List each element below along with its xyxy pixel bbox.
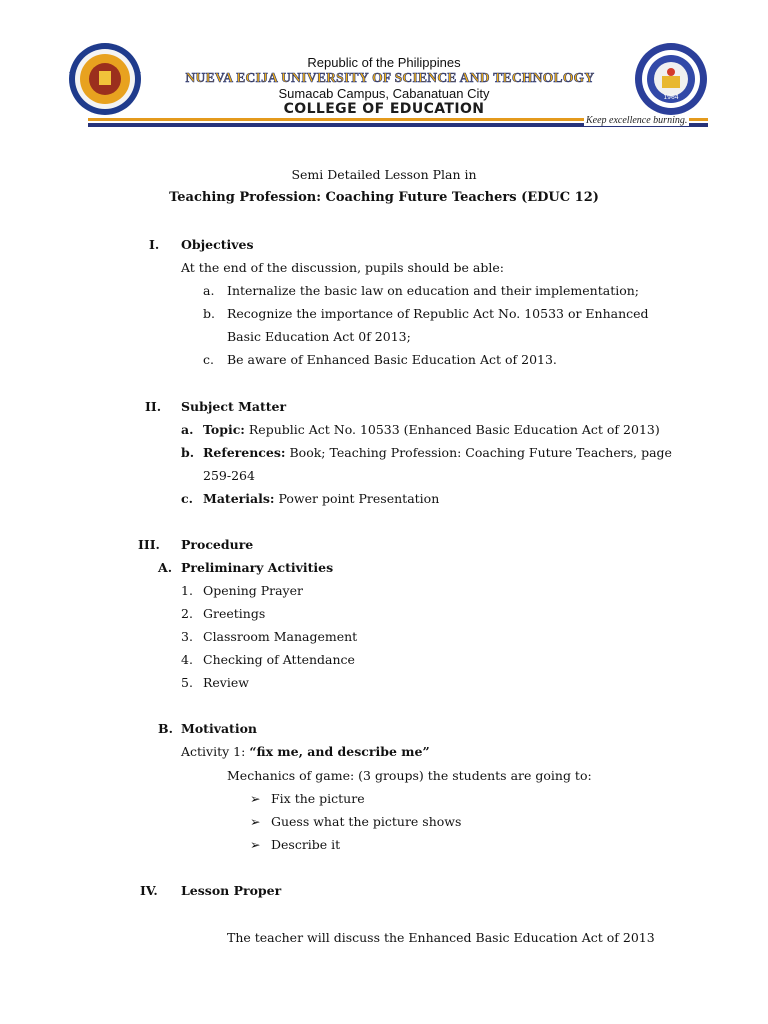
preliminary-item: Opening Prayer <box>203 583 303 598</box>
references-label: References: <box>203 445 286 460</box>
materials-value: Power point Presentation <box>274 491 440 506</box>
procedure-heading: Procedure <box>181 537 254 552</box>
topic-value: Republic Act No. 10533 (Enhanced Basic Education Act of 2013) <box>244 422 660 437</box>
list-marker: a. <box>181 422 194 437</box>
preliminary-item: Checking of Attendance <box>203 652 355 667</box>
section-numeral-4: IV. <box>140 883 158 898</box>
list-marker: 5. <box>181 675 193 690</box>
list-marker: a. <box>203 283 215 298</box>
subject-materials <box>203 491 439 506</box>
letterhead <box>0 0 768 135</box>
mechanics-bullet: Fix the picture <box>271 791 365 806</box>
motivation-heading: Motivation <box>181 721 258 736</box>
preliminary-item: Greetings <box>203 606 266 621</box>
mechanics-bullet: Describe it <box>271 837 341 852</box>
objective-item: Recognize the importance of Republic Act No. 10533 or Enhanced <box>227 306 649 321</box>
section-numeral-3: III. <box>138 537 160 552</box>
materials-label: Materials: <box>203 491 275 506</box>
list-marker: 3. <box>181 629 193 644</box>
arrow-bullet-icon: ➢ <box>250 791 261 806</box>
list-marker: 1. <box>181 583 193 598</box>
mechanics-bullet: Guess what the picture shows <box>271 814 462 829</box>
section-numeral-1: I. <box>149 237 160 252</box>
lesson-proper-heading: Lesson Proper <box>181 883 282 898</box>
subsection-marker: B. <box>158 721 173 736</box>
objectives-intro: At the end of the discussion, pupils should be able: <box>181 260 504 275</box>
college-seal-right <box>634 42 708 116</box>
university-name: NUEVA ECIJA UNIVERSITY OF SCIENCE AND TECHNOLOGY <box>185 70 595 85</box>
objective-item: Be aware of Enhanced Basic Education Act of 2013. <box>227 352 557 367</box>
motto: Keep excellence burning. <box>586 115 688 126</box>
subject-topic <box>203 422 660 437</box>
title-line-1: Semi Detailed Lesson Plan in <box>291 167 477 182</box>
references-value: Book; Teaching Profession: Coaching Future Teachers, page <box>285 445 672 460</box>
subject-matter-heading: Subject Matter <box>181 399 287 414</box>
title-line-2: Teaching Profession: Coaching Future Teachers (EDUC 12) <box>169 190 599 205</box>
arrow-bullet-icon: ➢ <box>250 814 261 829</box>
arrow-bullet-icon: ➢ <box>250 837 261 852</box>
list-marker: c. <box>203 352 214 367</box>
references-continuation: 259-264 <box>203 468 255 483</box>
preliminary-heading: Preliminary Activities <box>181 560 334 575</box>
objective-item: Internalize the basic law on education and their implementation; <box>227 283 639 298</box>
list-marker: 4. <box>181 652 193 667</box>
game-mechanics: Mechanics of game: (3 groups) the students are going to: <box>227 768 592 783</box>
activity-prefix: Activity 1: <box>181 744 250 759</box>
subject-references <box>203 445 672 460</box>
section-numeral-2: II. <box>145 399 162 414</box>
list-marker: 2. <box>181 606 193 621</box>
preliminary-item: Classroom Management <box>203 629 358 644</box>
republic-line: Republic of the Philippines <box>307 55 461 70</box>
lesson-proper-text: The teacher will discuss the Enhanced Basic Education Act of 2013 <box>227 930 655 945</box>
seal-year-text: 1964 <box>663 94 679 101</box>
objectives-heading: Objectives <box>181 237 254 252</box>
activity-title: “fix me, and describe me” <box>249 744 430 759</box>
preliminary-item: Review <box>203 675 249 690</box>
list-marker: b. <box>181 445 195 460</box>
activity-line <box>181 744 430 759</box>
objective-item-continuation: Basic Education Act 0f 2013; <box>227 329 411 344</box>
topic-label: Topic: <box>203 422 245 437</box>
subsection-marker: A. <box>158 560 173 575</box>
campus-line: Sumacab Campus, Cabanatuan City <box>278 86 490 101</box>
college-name: COLLEGE OF EDUCATION <box>283 101 485 117</box>
list-marker: c. <box>181 491 193 506</box>
list-marker: b. <box>203 306 215 321</box>
